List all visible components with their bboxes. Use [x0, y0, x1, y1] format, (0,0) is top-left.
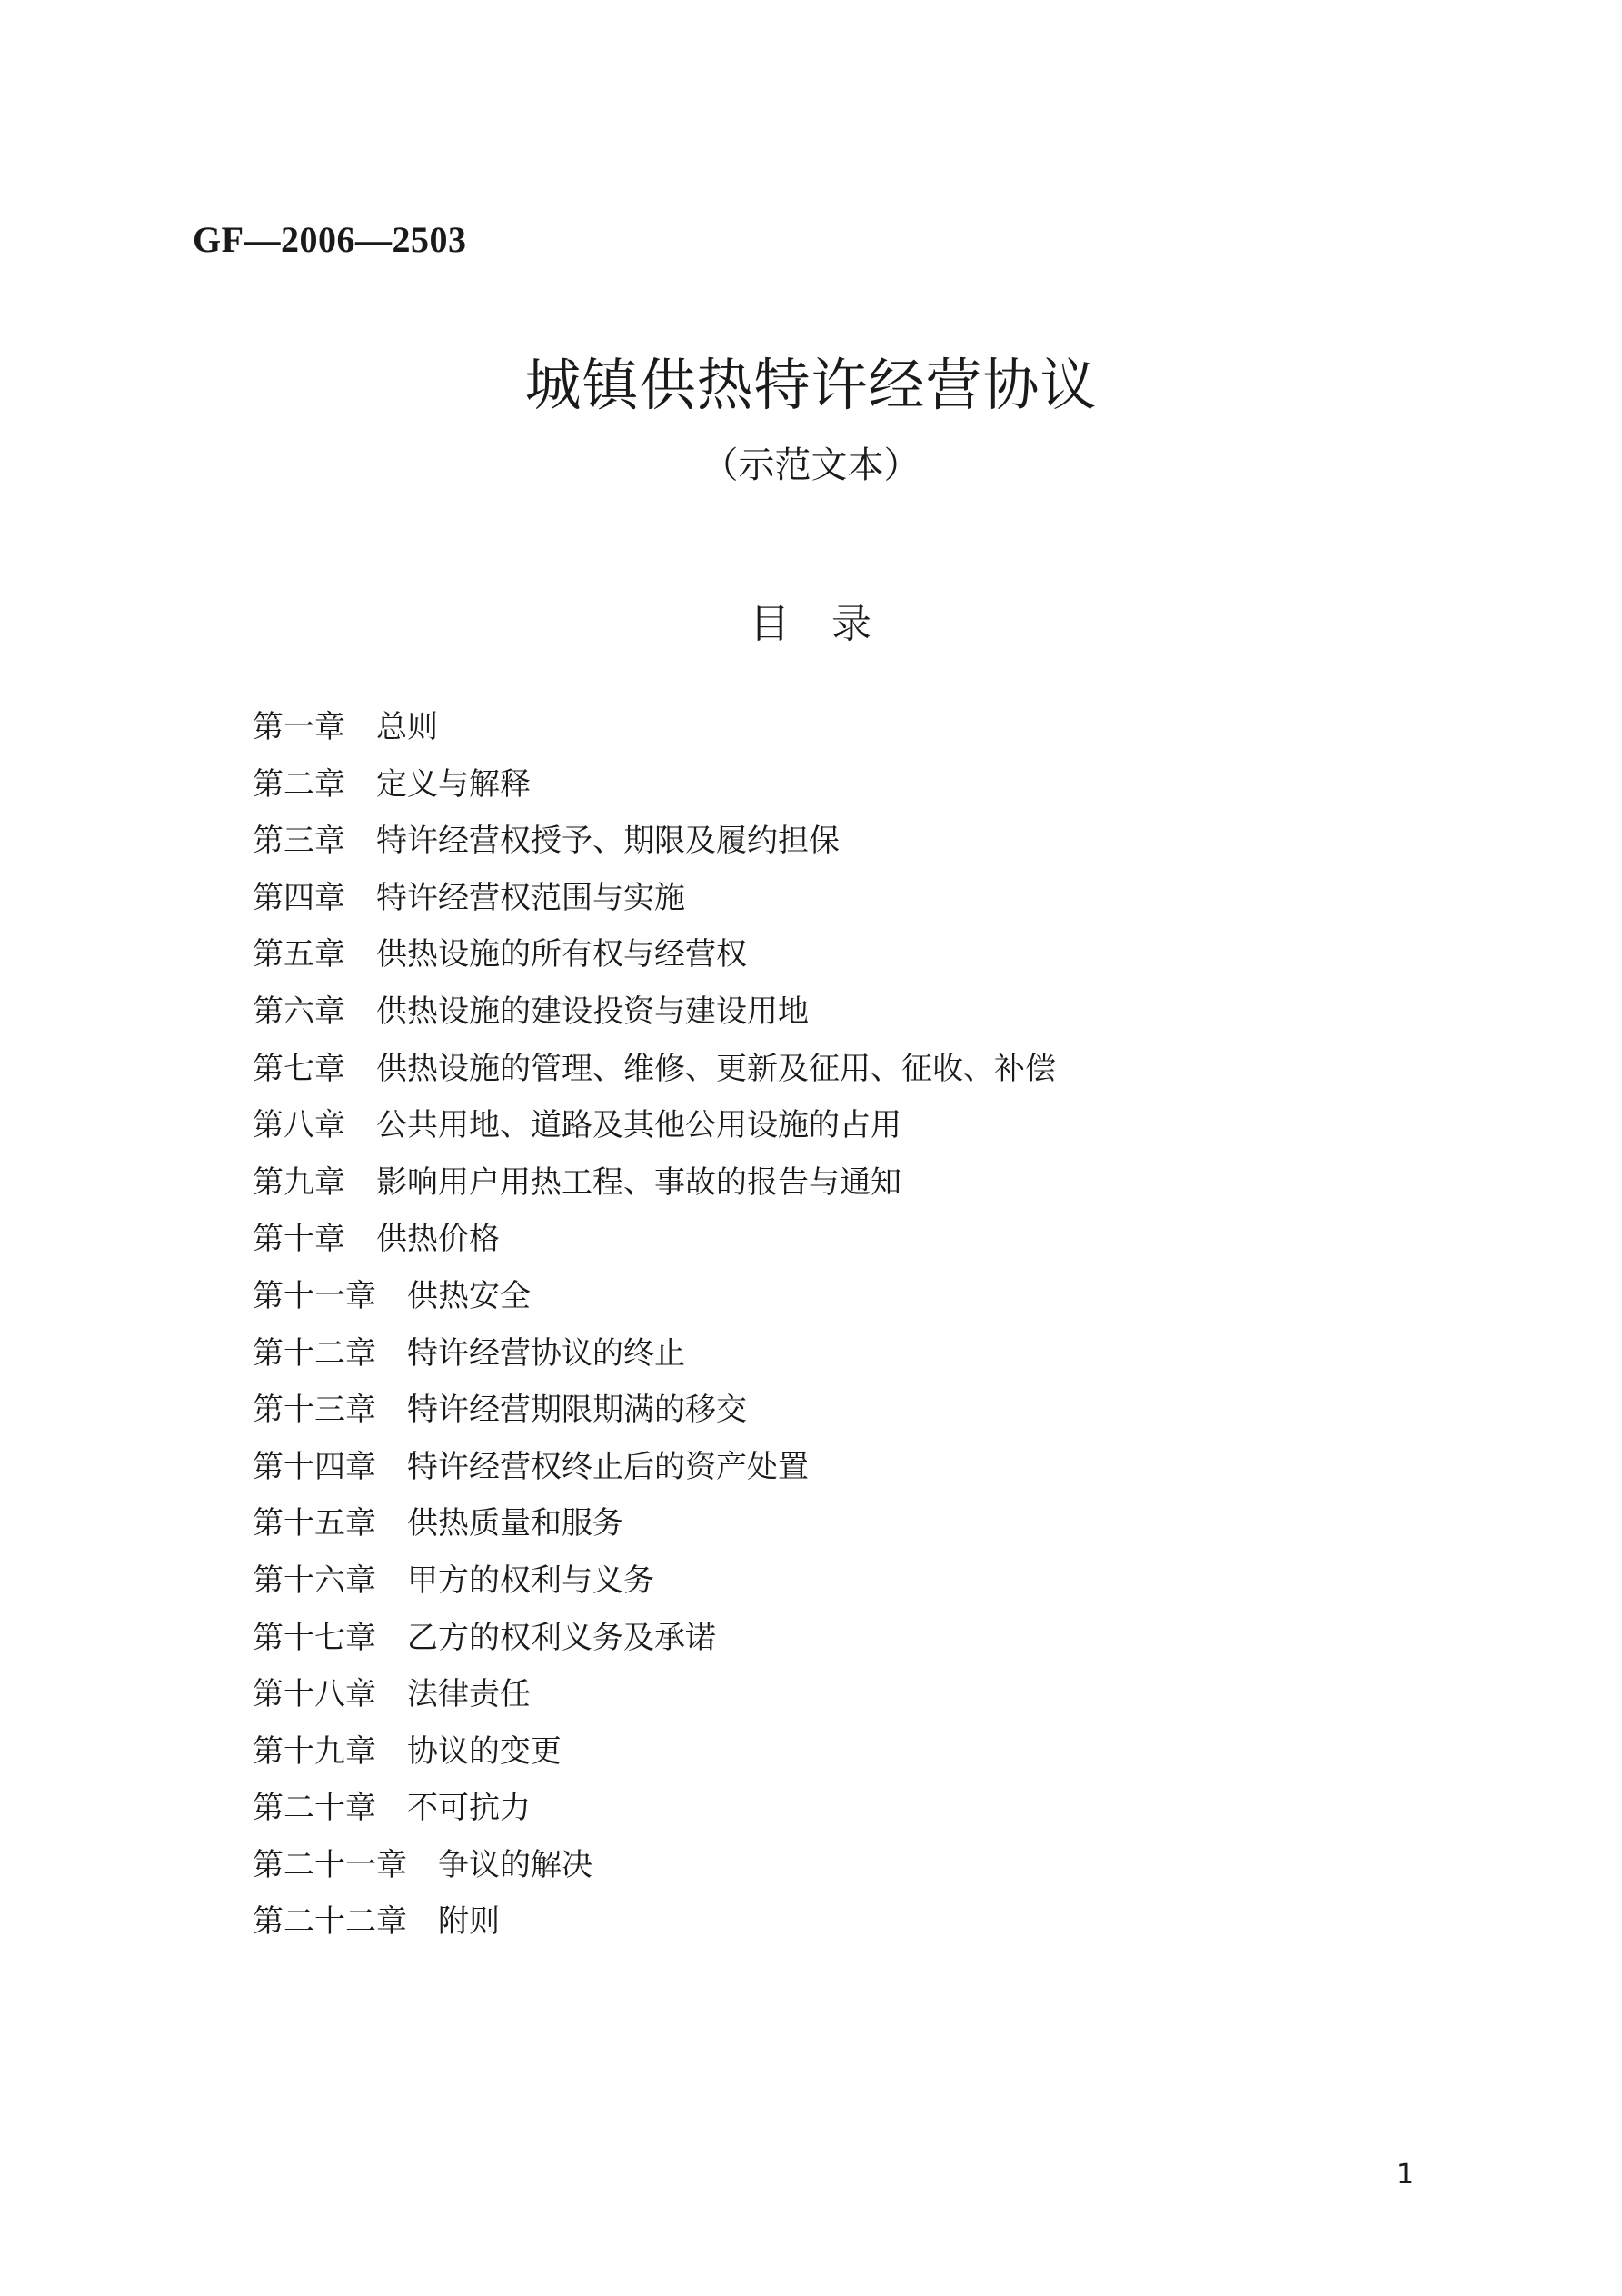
toc-chapter-heading: 公共用地、道路及其他公用设施的占用: [376, 1107, 901, 1144]
toc-item: [253, 1278, 1056, 1335]
toc-chapter-number: 第十一章: [253, 1277, 376, 1314]
toc-title: 目 录: [750, 601, 872, 647]
toc-item: [253, 1392, 1056, 1449]
toc-chapter-heading: 总则: [376, 709, 438, 745]
toc-chapter-heading: 供热设施的建设投资与建设用地: [376, 993, 809, 1030]
toc-chapter-heading: 供热质量和服务: [407, 1505, 623, 1542]
toc-chapter-heading: 供热设施的管理、维修、更新及征用、征收、补偿: [376, 1050, 1056, 1087]
toc-chapter-heading: 附则: [438, 1903, 500, 1941]
toc-item: [253, 1903, 1056, 1961]
toc-chapter-number: 第十二章: [253, 1334, 376, 1372]
toc-item: [253, 1620, 1056, 1677]
page-number: 1: [1397, 2159, 1415, 2191]
toc-item: [253, 1790, 1056, 1847]
toc-chapter-number: 第二十章: [253, 1790, 376, 1827]
toc-chapter-number: 第十三章: [253, 1392, 376, 1429]
toc-item: [253, 880, 1056, 937]
toc-item: [253, 1562, 1056, 1620]
toc-item: [253, 1733, 1056, 1791]
toc-chapter-heading: 特许经营权范围与实施: [376, 879, 685, 916]
toc-chapter-heading: 不可抗力: [407, 1790, 531, 1827]
toc-chapter-number: 第七章: [253, 1050, 345, 1087]
toc-chapter-number: 第九章: [253, 1163, 345, 1201]
toc-chapter-heading: 特许经营协议的终止: [407, 1334, 685, 1372]
toc-chapter-number: 第三章: [253, 823, 345, 860]
toc-chapter-number: 第十五章: [253, 1505, 376, 1542]
toc-chapter-heading: 乙方的权利义务及承诺: [407, 1619, 716, 1656]
document-subtitle: （示范文本）: [702, 444, 920, 486]
toc-chapter-heading: 供热价格: [376, 1221, 500, 1258]
toc-chapter-heading: 特许经营权终止后的资产处置: [407, 1448, 809, 1485]
toc-item: [253, 1164, 1056, 1222]
toc-item: [253, 1051, 1056, 1108]
toc-item: [253, 1221, 1056, 1278]
toc-item: [253, 1847, 1056, 1904]
toc-chapter-heading: 特许经营权授予、期限及履约担保: [376, 823, 840, 860]
toc-chapter-number: 第十章: [253, 1221, 345, 1258]
table-of-contents: [253, 709, 1056, 1961]
toc-item: [253, 709, 1056, 766]
toc-item: [253, 1676, 1056, 1733]
toc-chapter-number: 第五章: [253, 936, 345, 973]
toc-item: [253, 766, 1056, 824]
toc-chapter-heading: 影响用户用热工程、事故的报告与通知: [376, 1163, 901, 1201]
toc-chapter-number: 第一章: [253, 709, 345, 745]
toc-item: [253, 1449, 1056, 1506]
toc-chapter-heading: 特许经营期限期满的移交: [407, 1392, 747, 1429]
toc-chapter-heading: 争议的解决: [438, 1846, 592, 1883]
toc-chapter-heading: 供热安全: [407, 1277, 531, 1314]
toc-chapter-heading: 供热设施的所有权与经营权: [376, 936, 747, 973]
toc-chapter-number: 第十六章: [253, 1562, 376, 1599]
toc-chapter-number: 第二十二章: [253, 1903, 407, 1941]
toc-item: [253, 936, 1056, 993]
toc-item: [253, 823, 1056, 880]
toc-chapter-number: 第十八章: [253, 1676, 376, 1713]
toc-chapter-number: 第二十一章: [253, 1846, 407, 1883]
toc-chapter-number: 第八章: [253, 1107, 345, 1144]
toc-chapter-number: 第六章: [253, 993, 345, 1030]
document-title: 城镇供热特许经营协议: [524, 352, 1098, 418]
toc-chapter-number: 第四章: [253, 879, 345, 916]
toc-item: [253, 993, 1056, 1051]
toc-chapter-number: 第二章: [253, 765, 345, 803]
toc-chapter-number: 第十四章: [253, 1448, 376, 1485]
document-code: GF—2006—2503: [193, 219, 467, 260]
toc-chapter-heading: 定义与解释: [376, 765, 531, 803]
toc-chapter-heading: 协议的变更: [407, 1732, 562, 1770]
toc-chapter-number: 第十九章: [253, 1732, 376, 1770]
toc-item: [253, 1107, 1056, 1164]
toc-item: [253, 1335, 1056, 1393]
toc-chapter-heading: 甲方的权利与义务: [407, 1562, 654, 1599]
toc-chapter-number: 第十七章: [253, 1619, 376, 1656]
toc-chapter-heading: 法律责任: [407, 1676, 531, 1713]
toc-item: [253, 1505, 1056, 1562]
